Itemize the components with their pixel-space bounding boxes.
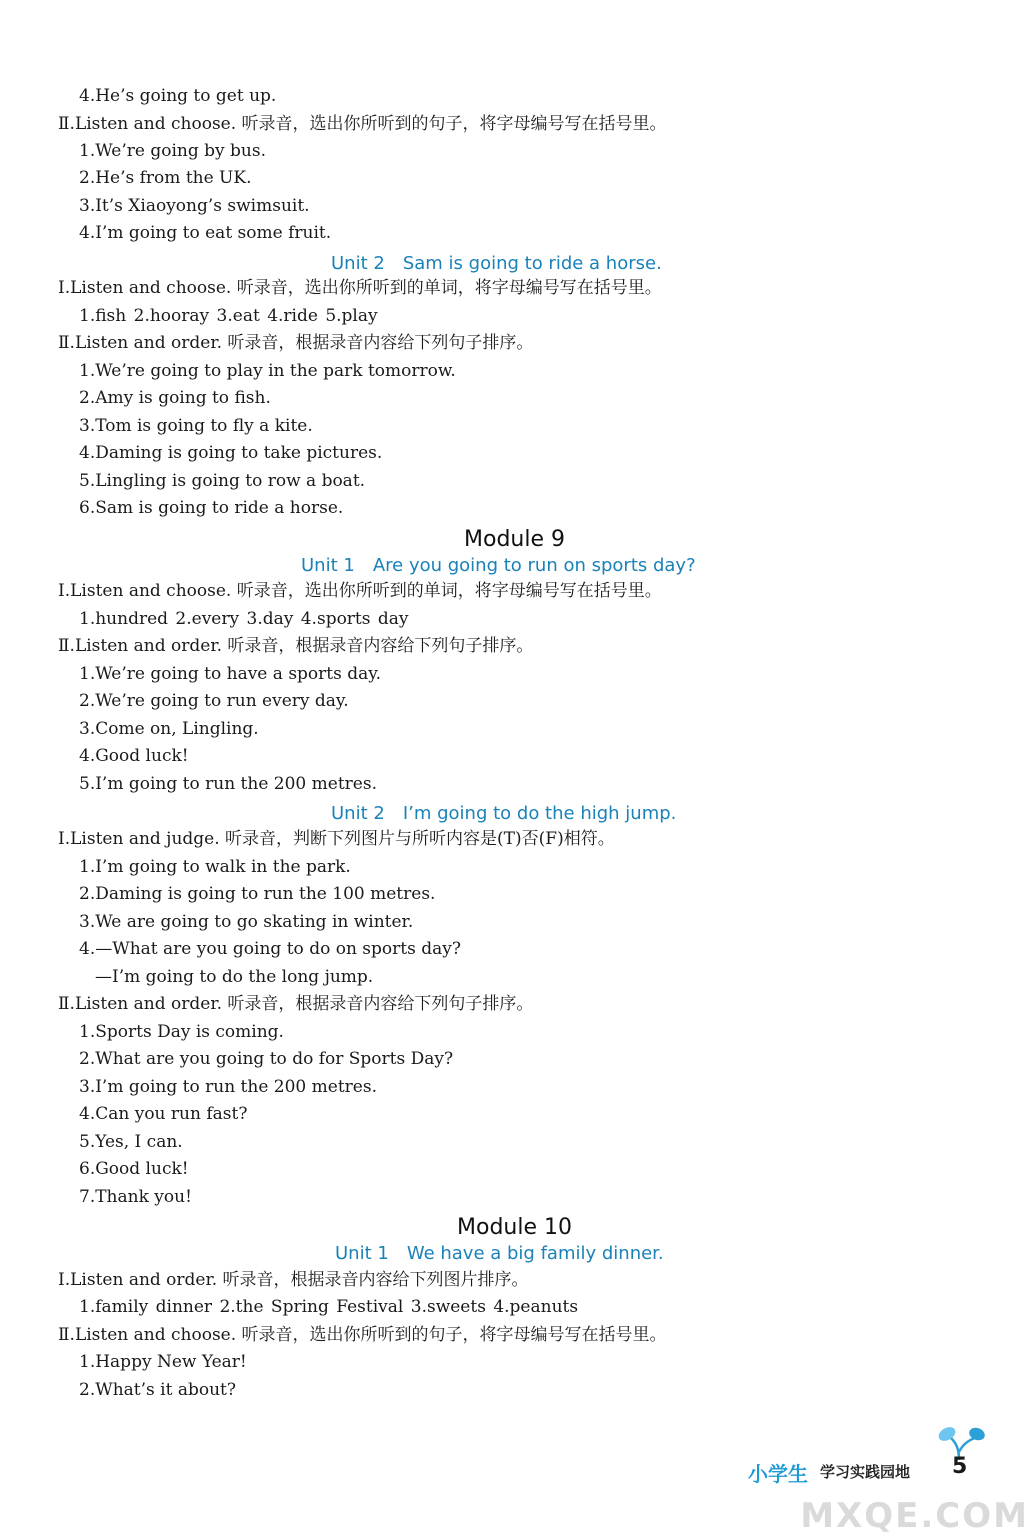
list-item: 5.I’m going to run the 200 metres. (79, 774, 377, 794)
list-item: 1.I’m going to walk in the park. (79, 857, 351, 877)
section-header: Ⅱ.Listen and order. 听录音，根据录音内容给下列句子排序。 (58, 636, 534, 656)
list-item: 3.I’m going to run the 200 metres. (79, 1077, 377, 1097)
list-item: 6.Sam is going to ride a horse. (79, 498, 344, 518)
brand-name: 小学生 (748, 1462, 808, 1486)
section-header: Ⅰ.Listen and judge. 听录音，判断下列图片与所听内容是(T)否(F)相符。 (58, 829, 615, 849)
watermark: MXQE.COM (800, 1496, 1029, 1536)
section-header: Ⅱ.Listen and choose. 听录音，选出你所听到的句子，将字母编号写在括号里。 (58, 114, 667, 134)
unit-title: Sam is going to ride a horse. (402, 253, 662, 274)
section-header: Ⅰ.Listen and choose. 听录音，选出你所听到的单词，将字母编号写在括号里。 (58, 581, 662, 601)
list-item: 4.He’s going to get up. (79, 86, 277, 106)
list-item: 1.We’re going to play in the park tomorrow. (79, 361, 456, 381)
unit-title: Are you going to run on sports day? (372, 555, 696, 576)
list-item: 1.Sports Day is coming. (79, 1022, 284, 1042)
list-item: 2.Amy is going to fish. (79, 388, 271, 408)
list-item: 2.We’re going to run every day. (79, 691, 349, 711)
unit-title: I’m going to do the high jump. (402, 803, 677, 824)
list-item: 5.Yes, I can. (79, 1132, 183, 1152)
list-item: 3.It’s Xiaoyong’s swimsuit. (79, 196, 310, 216)
list-item: 4.Can you run fast? (79, 1104, 248, 1124)
unit-heading (301, 555, 696, 577)
list-item: 2.What’s it about? (79, 1380, 236, 1400)
list-item: 1.We’re going by bus. (79, 141, 266, 161)
list-item: 3.Tom is going to fly a kite. (79, 416, 313, 436)
list-item: 5.Lingling is going to row a boat. (79, 471, 366, 491)
section-header: Ⅰ.Listen and order. 听录音，根据录音内容给下列图片排序。 (58, 1270, 529, 1290)
list-item: 1.Happy New Year! (79, 1352, 247, 1372)
unit-number: Unit 1 (301, 555, 355, 576)
list-item: 2.He’s from the UK. (79, 168, 252, 188)
list-item: 2.Daming is going to run the 100 metres. (79, 884, 436, 904)
unit-heading (331, 253, 662, 275)
list-item: 3.Come on, Lingling. (79, 719, 259, 739)
word-list: 1.fish 2.hooray 3.eat 4.ride 5.play (79, 306, 378, 326)
list-item: 3.We are going to go skating in winter. (79, 912, 414, 932)
page-number: 5 (952, 1454, 968, 1479)
list-item: 4.—What are you going to do on sports day? (79, 939, 461, 959)
list-item: 4.I’m going to eat some fruit. (79, 223, 332, 243)
section-header: Ⅱ.Listen and choose. 听录音，选出你所听到的句子，将字母编号写在括号里。 (58, 1325, 667, 1345)
word-list: 1.family dinner 2.the Spring Festival 3.sweets 4.peanuts (79, 1297, 579, 1317)
unit-number: Unit 1 (335, 1243, 389, 1264)
list-item: 4.Daming is going to take pictures. (79, 443, 383, 463)
module-title: Module 10 (457, 1215, 572, 1240)
unit-number: Unit 2 (331, 803, 385, 824)
word-list: 1.hundred 2.every 3.day 4.sports day (79, 609, 409, 629)
list-item: 6.Good luck! (79, 1159, 189, 1179)
section-header: Ⅰ.Listen and choose. 听录音，选出你所听到的单词，将字母编号写在括号里。 (58, 278, 662, 298)
unit-heading (331, 803, 676, 825)
module-title: Module 9 (464, 527, 565, 552)
list-item: 2.What are you going to do for Sports Day? (79, 1049, 454, 1069)
unit-heading (335, 1243, 664, 1265)
unit-number: Unit 2 (331, 253, 385, 274)
page-footer (748, 1432, 1008, 1486)
list-item-continuation: —I’m going to do the long jump. (95, 967, 374, 987)
section-header: Ⅱ.Listen and order. 听录音，根据录音内容给下列句子排序。 (58, 994, 534, 1014)
unit-title: We have a big family dinner. (406, 1243, 664, 1264)
section-header: Ⅱ.Listen and order. 听录音，根据录音内容给下列句子排序。 (58, 333, 534, 353)
list-item: 4.Good luck! (79, 746, 189, 766)
list-item: 7.Thank you! (79, 1187, 192, 1207)
list-item: 1.We’re going to have a sports day. (79, 664, 382, 684)
brand-subtitle: 学习实践园地 (820, 1463, 911, 1481)
